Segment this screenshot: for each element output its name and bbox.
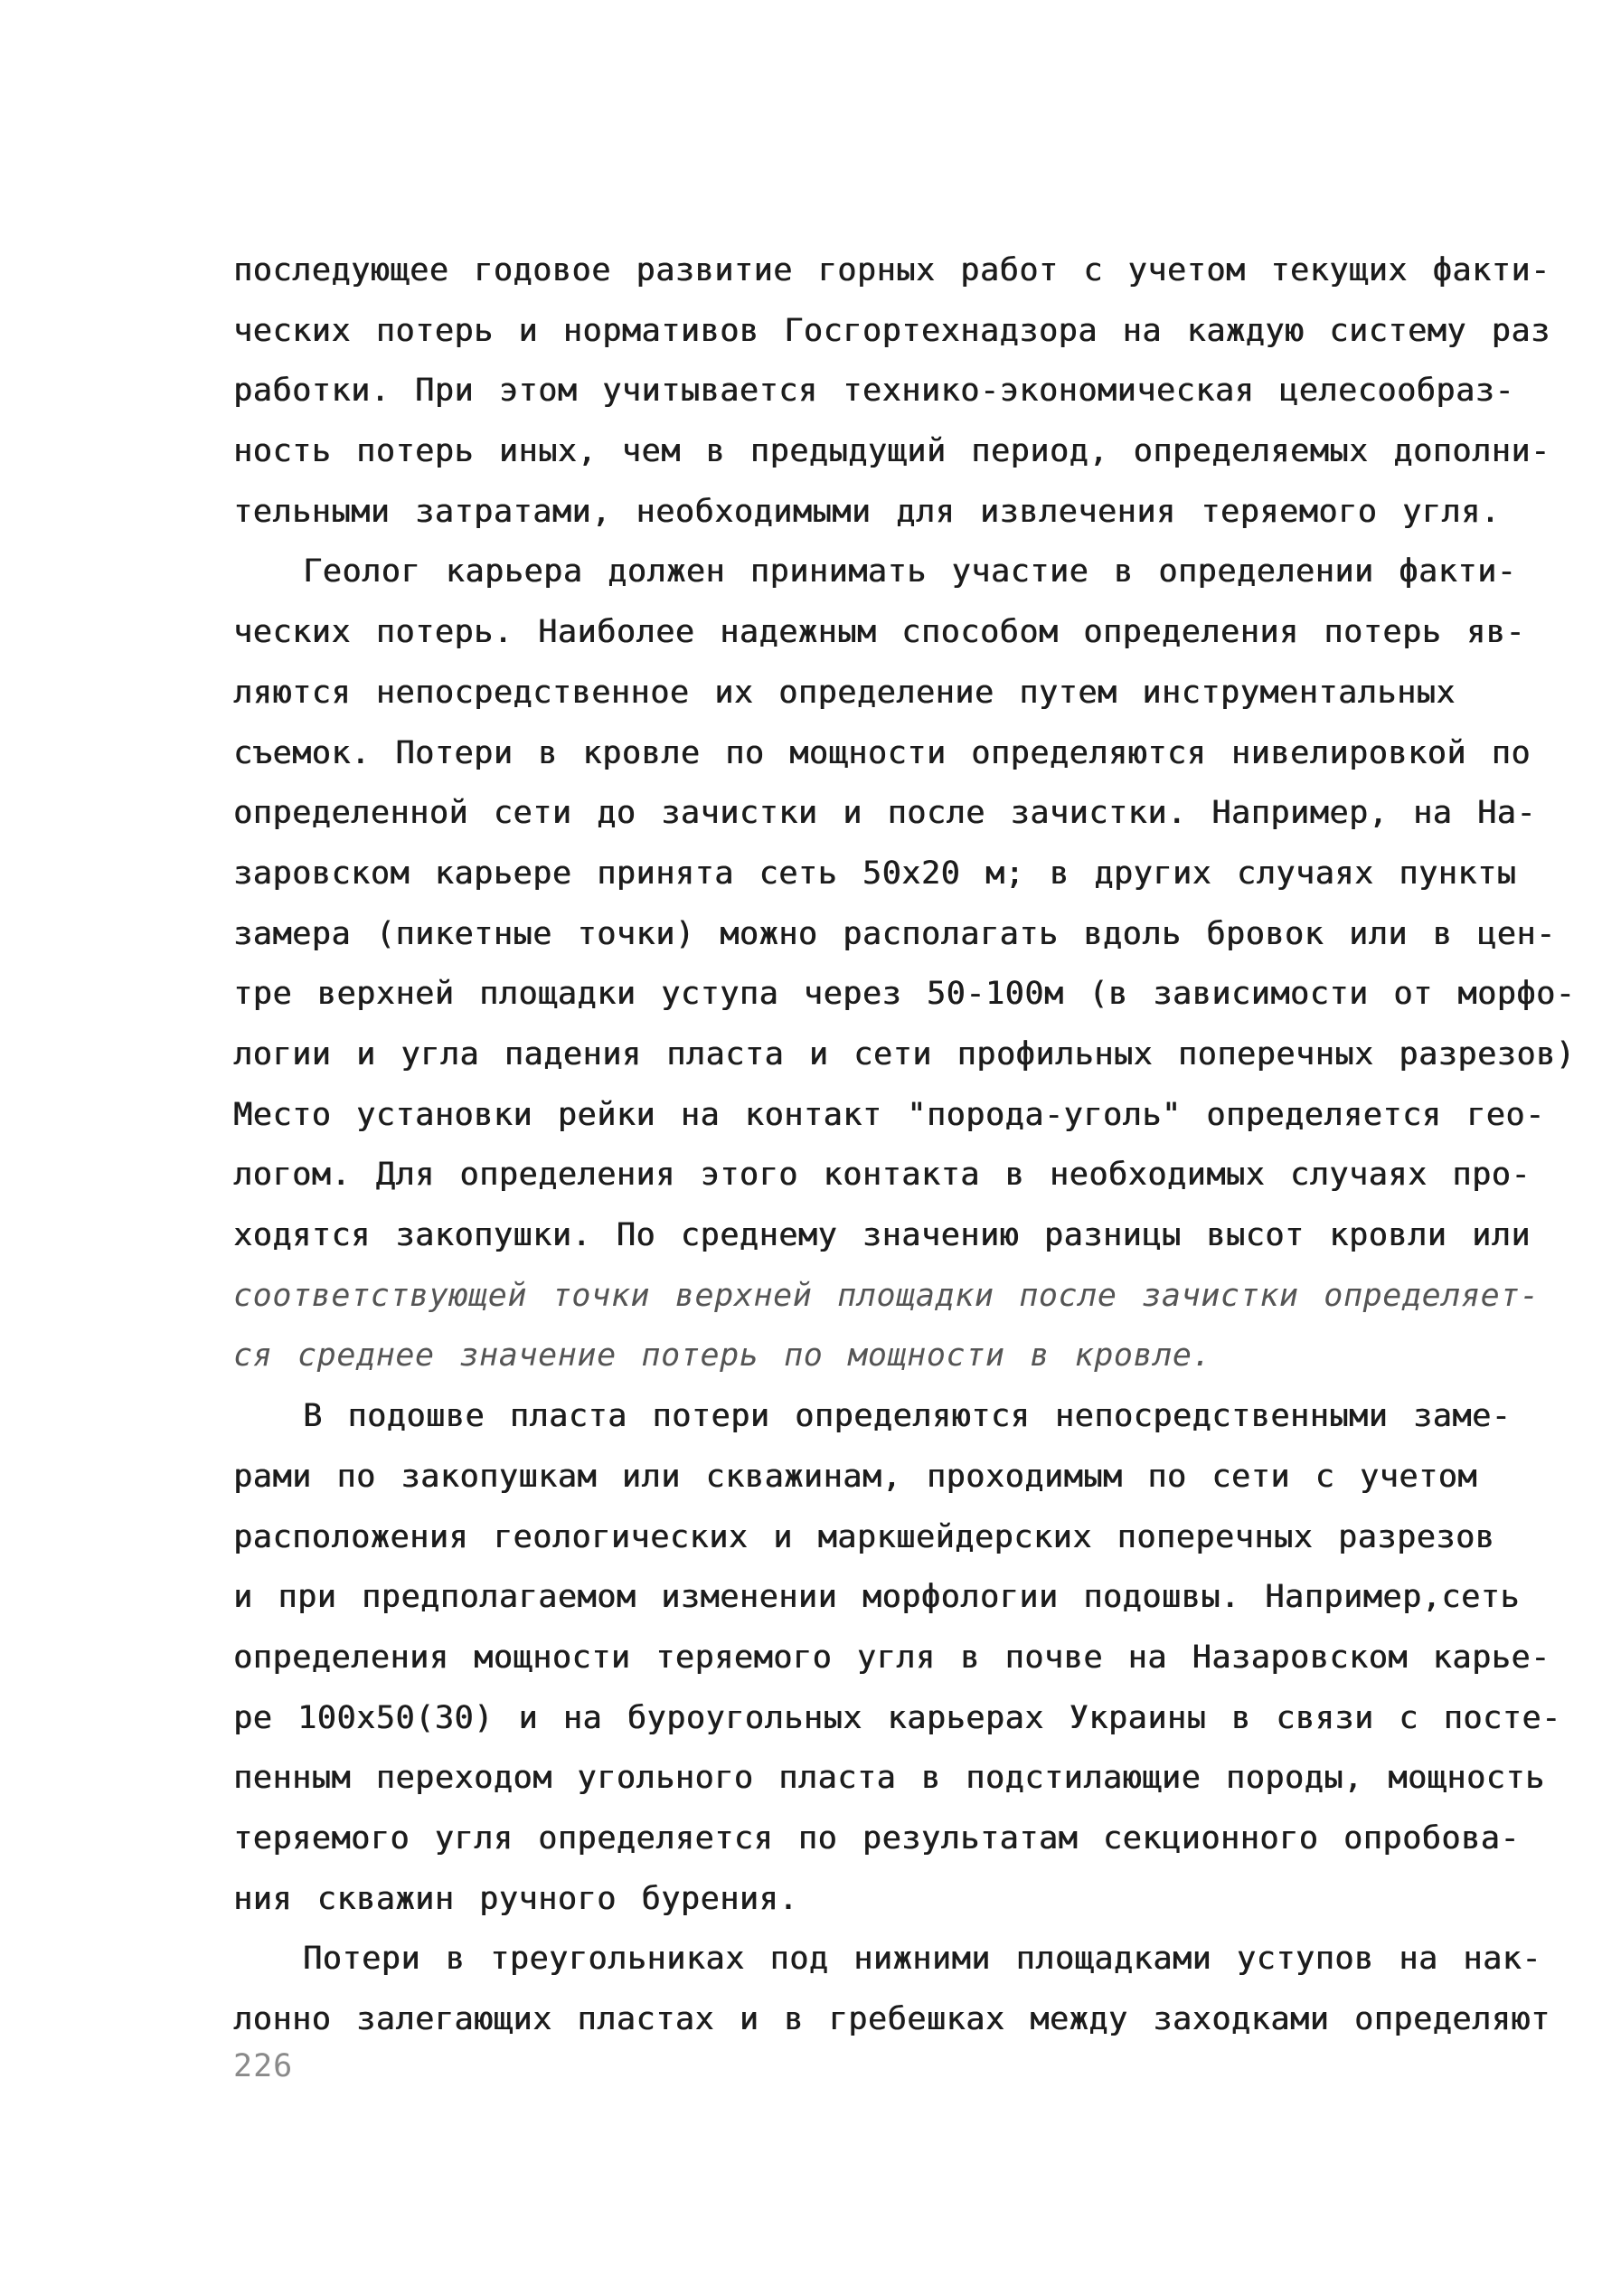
text-line: пенным переходом угольного пласта в подстилающие породы, мощность	[233, 1760, 1545, 1796]
text-line: замера (пикетные точки) можно располагать вдоль бровок или в цен-	[233, 916, 1556, 952]
text-line: тельными затратами, необходимыми для извлечения теряемого угля.	[233, 494, 1501, 530]
text-line: заровском карьере принята сеть 50х20 м; в других случаях пункты	[233, 855, 1517, 892]
text-line: последующее годовое развитие горных работ с учетом текущих факти-	[233, 252, 1550, 288]
text-line: лонно залегающих пластах и в гребешках между заходками определяют	[233, 2001, 1550, 2037]
text-line: логии и угла падения пласта и сети профильных поперечных разрезов)	[233, 1036, 1576, 1072]
text-line: В подошве пласта потери определяются непосредственными заме-	[303, 1398, 1512, 1434]
text-line: ческих потерь и нормативов Госгортехнадзора на каждую систему раз	[233, 313, 1550, 349]
text-line: расположения геологических и маркшейдерских поперечных разрезов	[233, 1519, 1495, 1555]
page-number: 226	[233, 2048, 294, 2084]
text-line: Геолог карьера должен принимать участие в определении факти-	[303, 553, 1517, 590]
text-line: соответствующей точки верхней площадки после зачистки определяет-	[233, 1278, 1540, 1314]
text-line: ре 100х50(30) и на буроугольных карьерах Украины в связи с посте-	[233, 1700, 1561, 1736]
text-line: ходятся закопушки. По среднему значению разницы высот кровли или	[233, 1217, 1531, 1253]
text-line: определенной сети до зачистки и после зачистки. Например, на На-	[233, 795, 1536, 831]
text-line: Место установки рейки на контакт "порода-уголь" определяется гео-	[233, 1097, 1545, 1133]
text-line: ческих потерь. Наиболее надежным способом определения потерь яв-	[233, 614, 1525, 650]
text-line: ния скважин ручного бурения.	[233, 1881, 798, 1917]
text-line: тре верхней площадки уступа через 50-100м (в зависимости от морфо-	[233, 976, 1576, 1012]
text-line: Потери в треугольниках под нижними площадками уступов на нак-	[303, 1941, 1541, 1977]
text-line: рами по закопушкам или скважинам, проходимым по сети с учетом	[233, 1459, 1477, 1495]
text-line: теряемого угля определяется по результатам секционного опробова-	[233, 1820, 1520, 1857]
text-line: ляются непосредственное их определение путем инструментальных	[233, 675, 1456, 711]
text-line: и при предполагаемом изменении морфологии подошвы. Например,сеть	[233, 1579, 1520, 1615]
text-line: определения мощности теряемого угля в почве на Назаровском карье-	[233, 1639, 1550, 1676]
text-line: ность потерь иных, чем в предыдущий период, определяемых дополни-	[233, 433, 1550, 469]
text-line: работки. При этом учитывается технико-экономическая целесообраз-	[233, 373, 1514, 409]
text-line: ся среднее значение потерь по мощности в кровле.	[233, 1337, 1212, 1374]
text-line: съемок. Потери в кровле по мощности определяются нивелировкой по	[233, 735, 1531, 771]
text-line: логом. Для определения этого контакта в необходимых случаях про-	[233, 1157, 1531, 1193]
